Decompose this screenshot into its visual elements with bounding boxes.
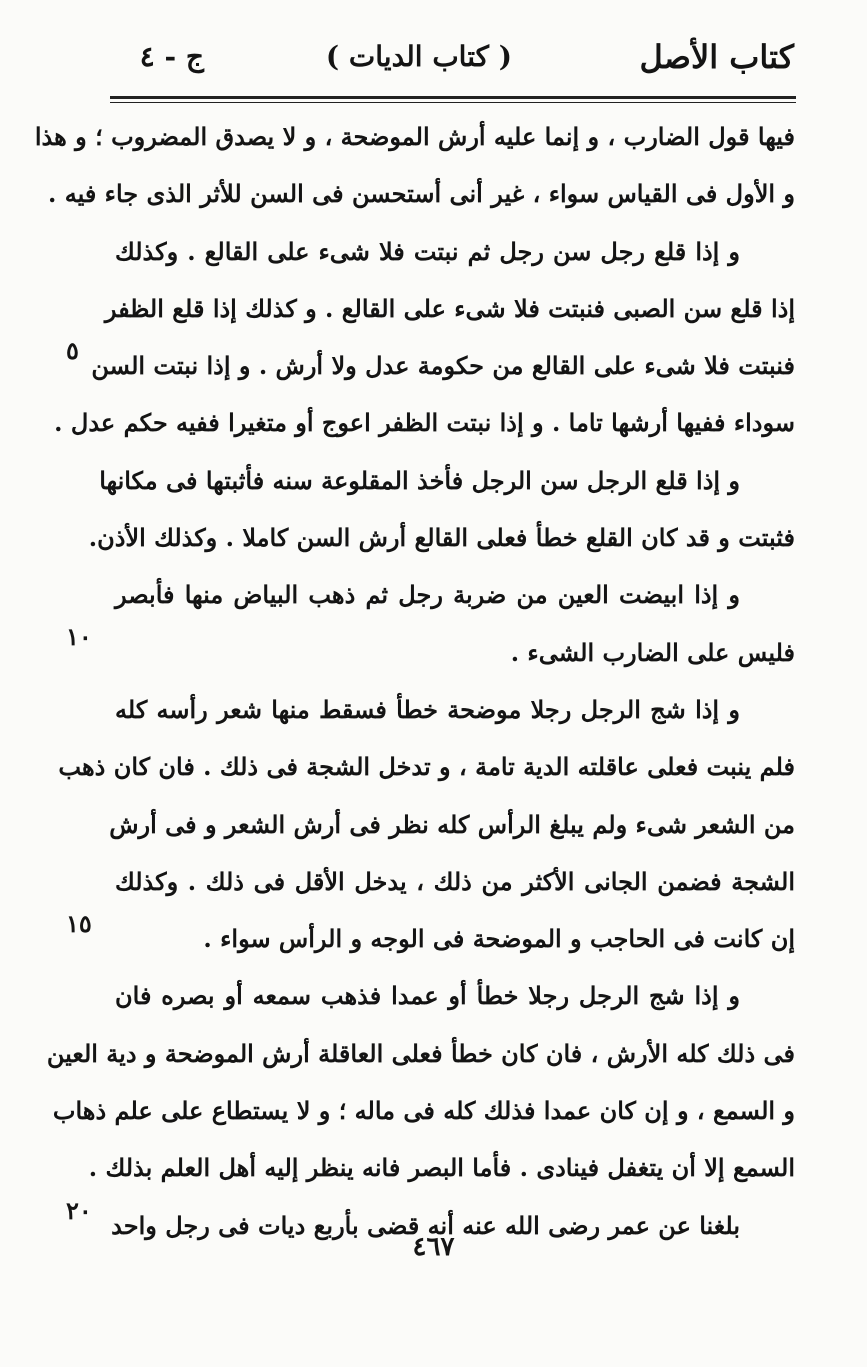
text-line: فنبتت فلا شىء على القالع من حكومة عدل ولا أرش . و إذا نبتت السن — [91, 351, 795, 381]
header-rule-thick — [110, 96, 796, 99]
text-line: و إذا قلع رجل سن رجل ثم نبتت فلا شىء على القالع . وكذلك — [115, 236, 740, 266]
text-line: الشجة فضمن الجانى الأكثر من ذلك ، يدخل الأقل فى ذلك . وكذلك — [115, 866, 795, 896]
text-line: و الأول فى القياس سواء ، غير أنى أستحسن فى السن للأثر الذى جاء فيه . — [48, 179, 795, 209]
chapter-title: ( كتاب الديات ) — [325, 40, 512, 73]
text-line: إن كانت فى الحاجب و الموضحة فى الوجه و الرأس سواء . — [203, 924, 795, 954]
text-line: فيها قول الضارب ، و إنما عليه أرش الموضحة ، و لا يصدق المضروب ؛ و هذا — [34, 122, 795, 151]
text-line: إذا قلع سن الصبى فنبتت فلا شىء على القالع . و كذلك إذا قلع الظفر — [104, 293, 795, 323]
volume-label: ج - ٤ — [139, 40, 204, 73]
text-line: السمع إلا أن يتغفل فينادى . فأما البصر فانه ينظر إليه أهل العلم بذلك . — [88, 1153, 795, 1183]
running-header — [110, 38, 794, 88]
text-line: فى ذلك كله الأرش ، فان كان خطأ فعلى العاقلة أرش الموضحة و دية العين — [46, 1038, 795, 1068]
line-number-15: ١٥ — [66, 909, 92, 938]
text-line: بلغنا عن عمر رضى الله عنه أنه قضى بأربع ديات فى رجل واحد — [111, 1210, 740, 1240]
text-line: و إذا قلع الرجل سن الرجل فأخذ المقلوعة سنه فأثبتها فى مكانها — [99, 465, 740, 495]
text-line: فلم ينبت فعلى عاقلته الدية تامة ، و تدخل الشجة فى ذلك . فان كان ذهب — [58, 752, 795, 782]
book-title: كتاب الأصل — [639, 38, 794, 76]
line-number-20: ٢٠ — [66, 1196, 92, 1225]
text-line: سوداء ففيها أرشها تاما . و إذا نبتت الظفر اعوج أو متغيرا ففيه حكم عدل . — [54, 408, 795, 438]
text-line: فليس على الضارب الشىء . — [510, 637, 795, 667]
line-number-10: ١٠ — [66, 622, 92, 651]
header-rule-thin — [110, 102, 796, 103]
text-line: و إذا شج الرجل رجلا خطأ أو عمدا فذهب سمعه أو بصره فان — [115, 981, 740, 1011]
page-number: ٤٦٧ — [412, 1232, 455, 1262]
text-line: و إذا شج الرجل رجلا موضحة خطأ فسقط منها شعر رأسه كله — [115, 694, 740, 724]
text-line: فثبتت و قد كان القلع خطأ فعلى القالع أرش السن كاملا . وكذلك الأذن. — [88, 523, 795, 553]
text-line: من الشعر شىء ولم يبلغ الرأس كله نظر فى أرش الشعر و فى أرش — [109, 809, 795, 839]
text-line: و السمع ، و إن كان عمدا فذلك كله فى ماله ؛ و لا يستطاع على علم ذهاب — [52, 1096, 795, 1126]
text-line: و إذا ابيضت العين من ضربة رجل ثم ذهب البياض منها فأبصر — [115, 580, 740, 610]
line-number-5: ٥ — [66, 336, 79, 365]
